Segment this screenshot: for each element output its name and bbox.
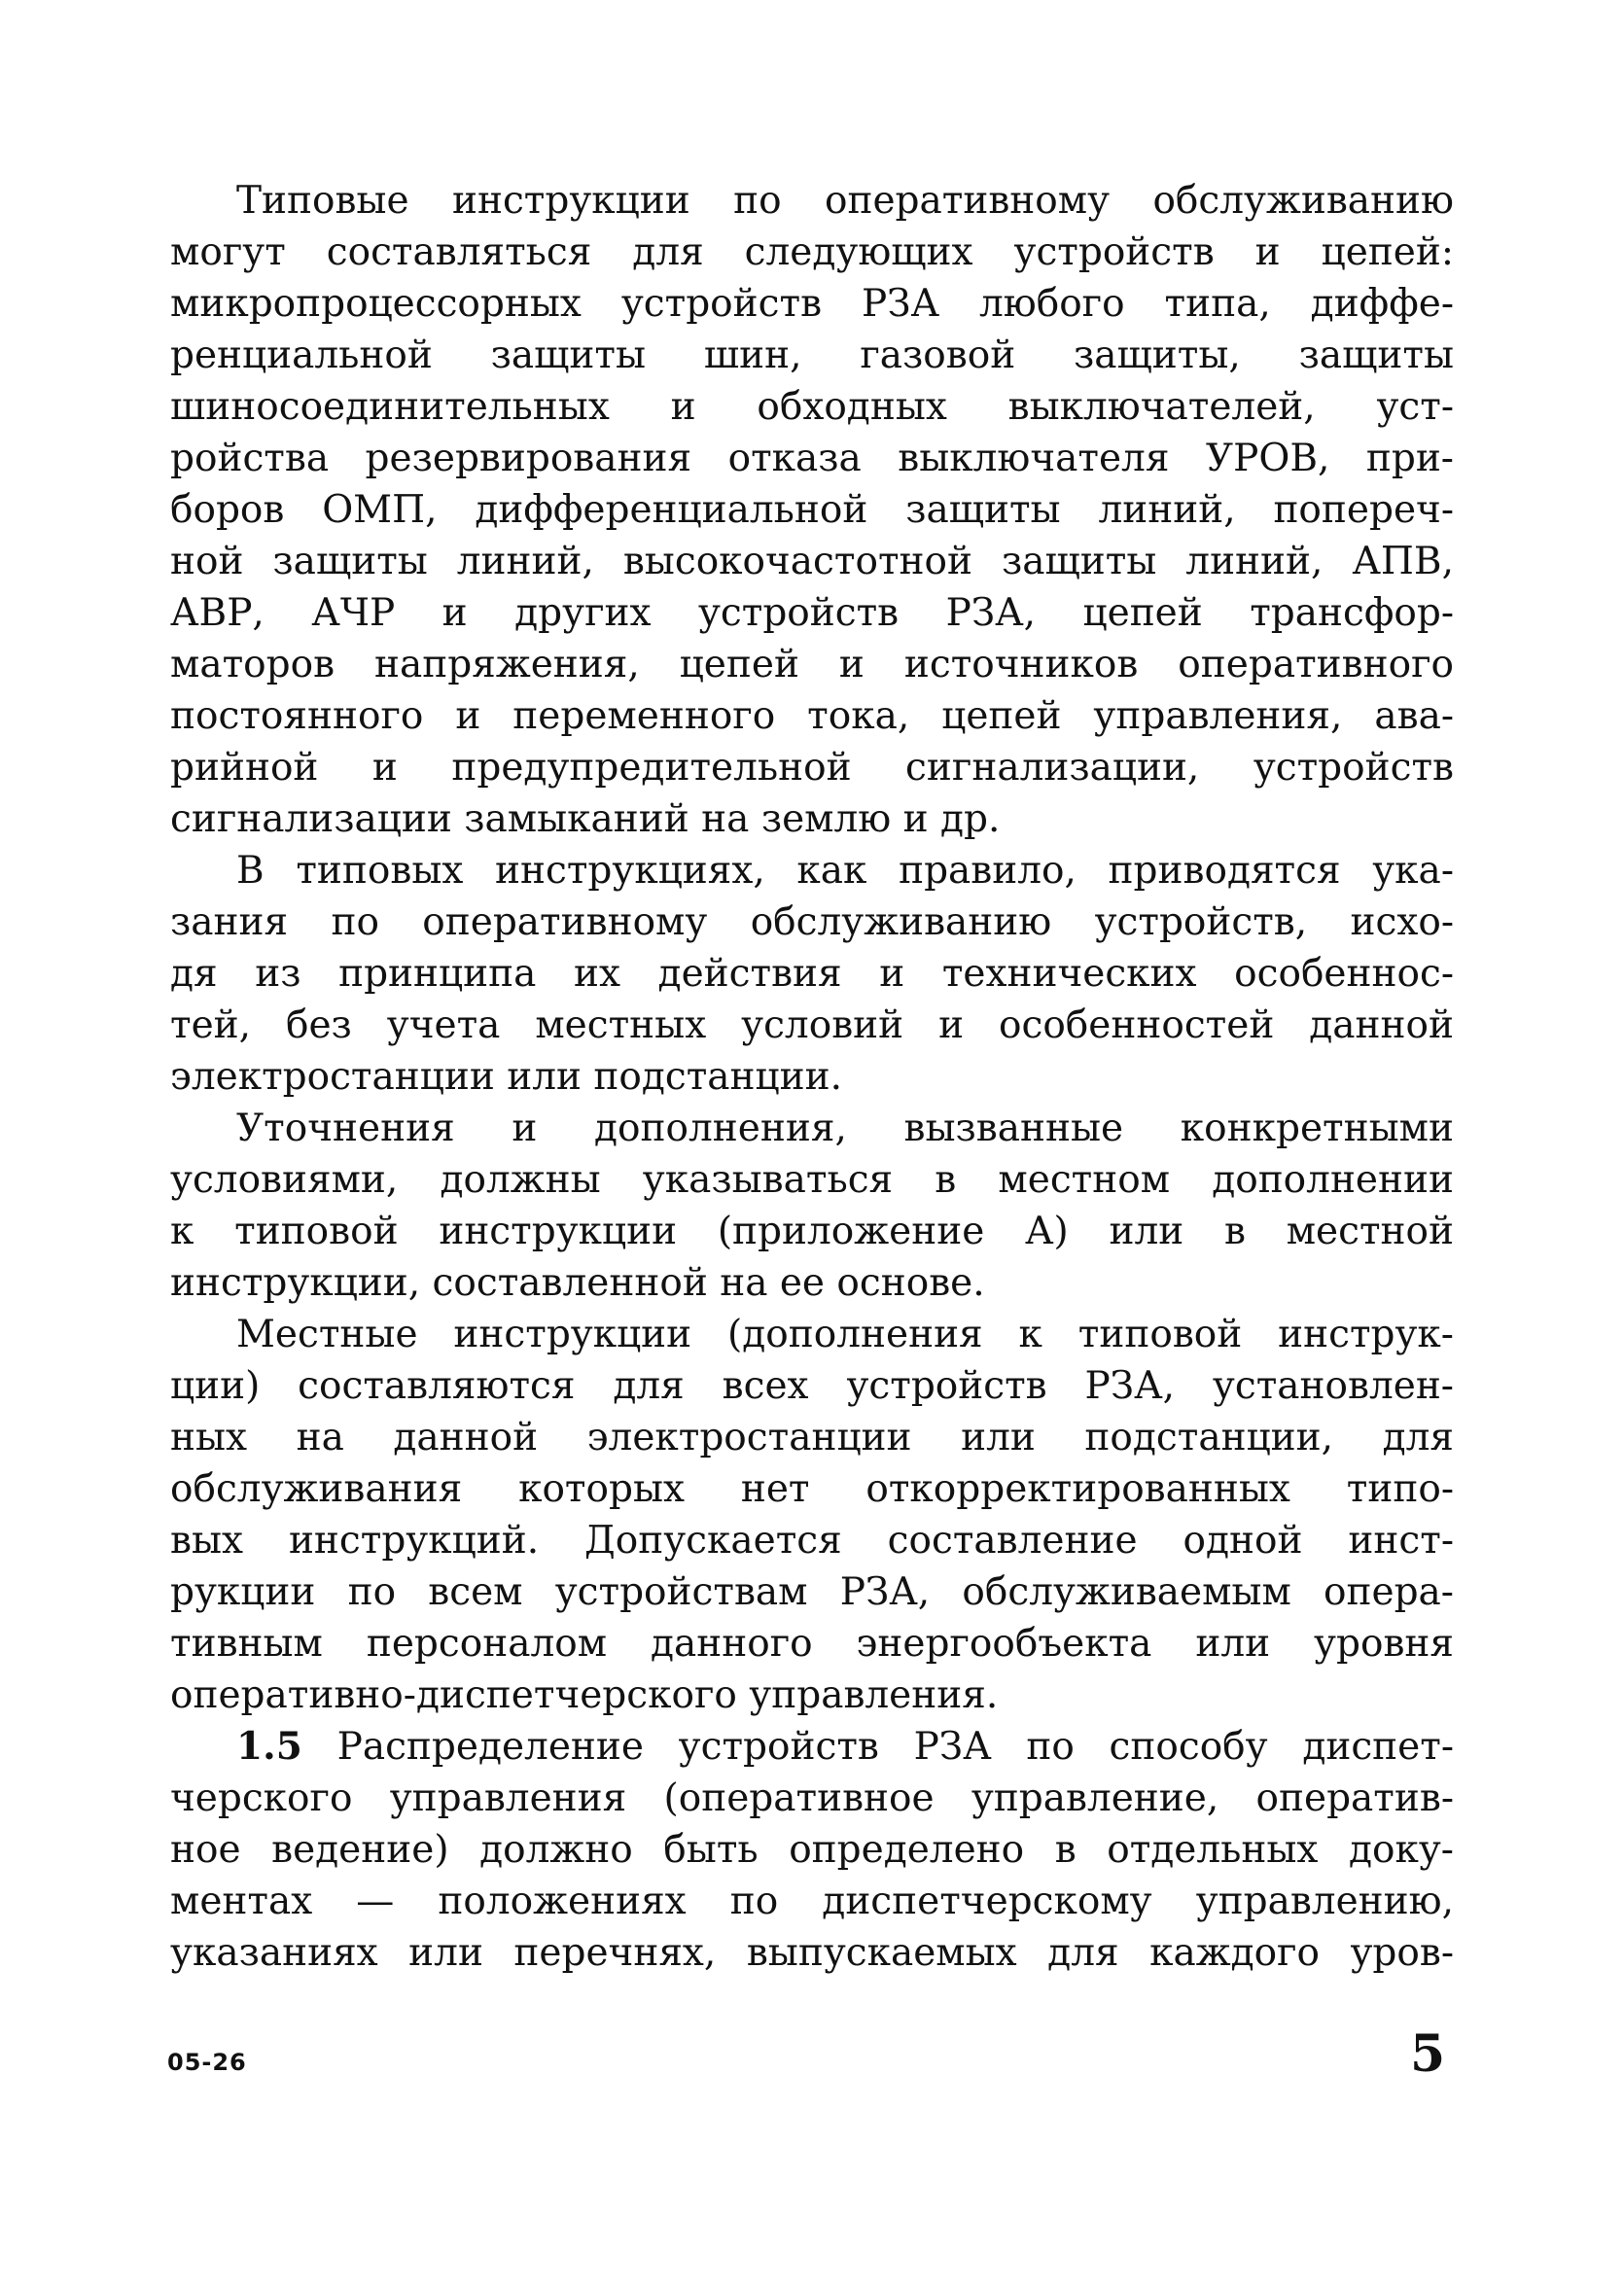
- text-line: указаниях или перечнях, выпускаемых для каждого уров-: [170, 1931, 1454, 1975]
- text-line: к типовой инструкции (приложение А) или в местной: [170, 1210, 1454, 1253]
- text-line: могут составляться для следующих устройств и цепей:: [170, 230, 1454, 274]
- text-line: сигнализации замыканий на землю и др.: [170, 797, 1001, 841]
- text-line: дя из принципа их действия и технических особеннос-: [170, 952, 1454, 996]
- text-line: ренциальной защиты шин, газовой защиты, защиты: [170, 334, 1454, 377]
- text-line: маторов напряжения, цепей и источников оперативного: [170, 643, 1454, 686]
- text-line: рукции по всем устройствам РЗА, обслуживаемым опера-: [170, 1570, 1454, 1614]
- document-code: 05-26: [167, 2049, 247, 2076]
- text-fragment: Распределение устройств РЗА по способу диспет-: [301, 1725, 1454, 1769]
- text-line: боров ОМП, дифференциальной защиты линий, попереч-: [170, 488, 1454, 532]
- text-line: электростанции или подстанции.: [170, 1055, 842, 1099]
- text-line: условиями, должны указываться в местном дополнении: [170, 1158, 1454, 1202]
- text-line: В типовых инструкциях, как правило, приводятся ука-: [236, 849, 1454, 893]
- text-line: [170, 1721, 1454, 1773]
- text-line: АВР, АЧР и других устройств РЗА, цепей трансфор-: [170, 591, 1454, 635]
- text-line: Местные инструкции (дополнения к типовой инструк-: [236, 1313, 1454, 1356]
- text-line: Типовые инструкции по оперативному обслуживанию: [236, 179, 1454, 223]
- text-line: Уточнения и дополнения, вызванные конкретными: [236, 1107, 1454, 1150]
- paragraph-4: [170, 1309, 1454, 1721]
- page-number: 5: [1410, 2024, 1446, 2084]
- section-number: 1.5: [236, 1724, 302, 1769]
- text-line: вых инструкций. Допускается составление одной инст-: [170, 1519, 1454, 1563]
- text-line: ной защиты линий, высокочастотной защиты линий, АПВ,: [170, 540, 1454, 583]
- text-line: тей, без учета местных условий и особенностей данной: [170, 1003, 1454, 1047]
- paragraph-2: [170, 845, 1454, 1103]
- text-line: ментах — положениях по диспетчерскому управлению,: [170, 1880, 1454, 1923]
- section-1-5: [170, 1721, 1454, 1979]
- text-line: зания по оперативному обслуживанию устройств, исхо-: [170, 900, 1454, 944]
- text-line: черского управления (оперативное управление, оператив-: [170, 1776, 1454, 1820]
- text-line: шиносоединительных и обходных выключателей, уст-: [170, 385, 1454, 429]
- paragraph-3: [170, 1103, 1454, 1309]
- text-line: ройства резервирования отказа выключателя УРОВ, при-: [170, 437, 1454, 480]
- text-line: инструкции, составленной на ее основе.: [170, 1261, 985, 1305]
- text-line: ции) составляются для всех устройств РЗА, установлен-: [170, 1364, 1454, 1408]
- paragraph-1: [170, 175, 1454, 845]
- text-line: рийной и предупредительной сигнализации, устройств: [170, 746, 1454, 790]
- text-line: тивным персоналом данного энергообъекта или уровня: [170, 1622, 1454, 1666]
- document-body: [170, 175, 1454, 1979]
- text-line: оперативно-диспетчерского управления.: [170, 1673, 999, 1717]
- text-line: микропроцессорных устройств РЗА любого типа, диффе-: [170, 282, 1454, 326]
- text-line: ных на данной электростанции или подстанции, для: [170, 1416, 1454, 1459]
- text-line: ное ведение) должно быть определено в отдельных доку-: [170, 1828, 1454, 1872]
- text-line: постоянного и переменного тока, цепей управления, ава-: [170, 694, 1454, 738]
- text-line: обслуживания которых нет откорректированных типо-: [170, 1467, 1454, 1511]
